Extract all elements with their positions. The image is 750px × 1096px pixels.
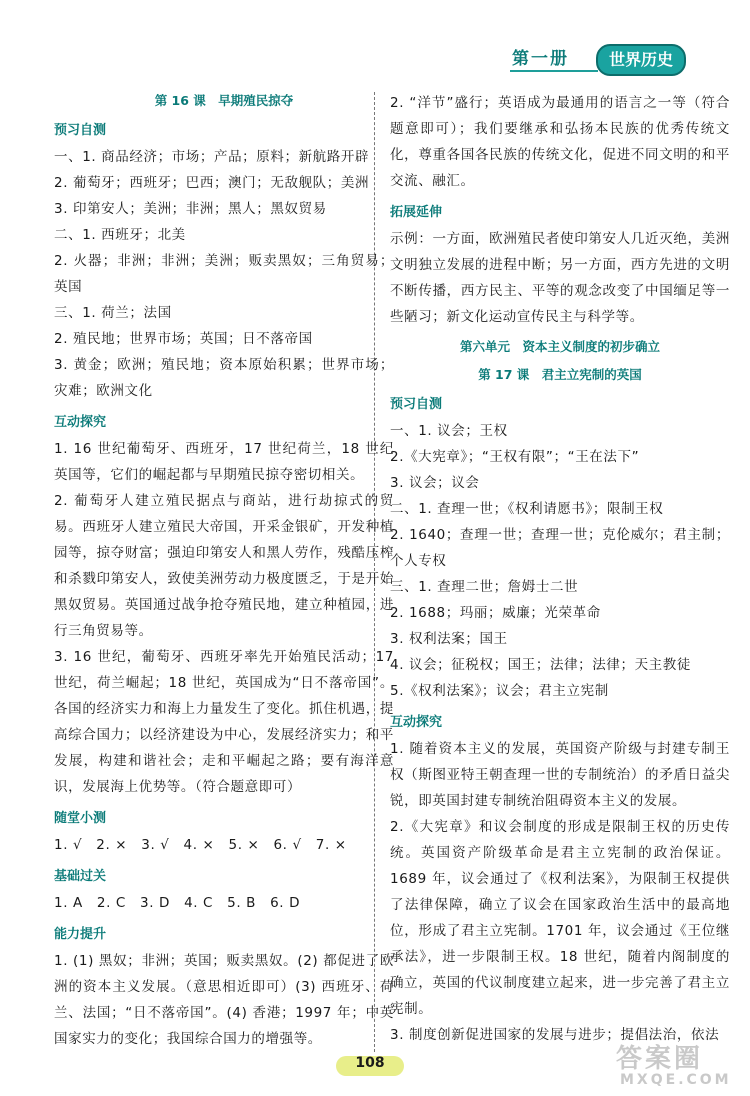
section-basic: 基础过关 [54,869,107,884]
lesson-16-title: 第 16 课 早期殖民掠夺 [154,93,294,108]
answer-paragraph: 2.《大宪章》和议会制度的形成是限制王权的历史传统。英国资产阶级革命是君主立宪制的政治保证。1689 年，议会通过了《权利法案》，为限制王权提供了法律保障，确立了议会在国家政治生活中的最高地位，形成了君主立宪制。1701 年，议会通过《王位继承法》，进一步限制王权。18 世纪，随着内阁制度的确立，英国的代议制度建立起来，进一步完善了君主立宪制。 [390,819,730,1017]
watermark-url: MXQE.COM [620,1072,732,1088]
section-ability: 能力提升 [54,927,107,942]
header-rule [510,70,598,72]
answer-line: 3. 权利法案；国王 [390,631,508,647]
section-explore: 互动探究 [390,715,443,730]
basic-answers: 1. A 2. C 3. D 4. C 5. B 6. D [54,895,301,911]
lesson-17-title: 第 17 课 君主立宪制的英国 [478,367,642,382]
answer-paragraph: 2. “洋节”盛行；英语成为最通用的语言之一等（符合题意即可）；我们要继承和弘扬本民族的优秀传统文化，尊重各国各民族的传统文化，促进不同文明的和平交流、融汇。 [390,95,730,189]
answer-line: 4. 议会；征税权；国王；法律；法律；天主教徒 [390,657,691,673]
answer-line: 二、1. 查理一世；《权利请愿书》；限制王权 [390,501,664,517]
page-number [330,1052,410,1078]
answer-line: 2.《大宪章》；“王权有限”；“王在法下” [390,449,640,465]
answer-line: 5.《权利法案》；议会；君主立宪制 [390,683,609,699]
ability-answers: 1. (1) 黑奴；非洲；英国；贩卖黑奴。(2) 都促进了欧洲的资本主义发展。（意思相近即可）(3) 西班牙、荷兰、法国；“日不落帝国”。(4) 香港；1997 年；中英国家实力的变化；我国综合国力的增强等。 [54,953,394,1047]
answer-line: 一、1. 商品经济；市场；产品；原料；新航路开辟 [54,149,370,165]
section-explore: 互动探究 [54,415,107,430]
answer-line: 2. 葡萄牙；西班牙；巴西；澳门；无敌舰队；美洲 [54,175,370,191]
watermark-text: 答案圈 [616,1044,704,1074]
answer-line: 3. 印第安人；美洲；非洲；黑人；黑奴贸易 [54,201,327,217]
answer-paragraph: 1. 随着资本主义的发展，英国资产阶级与封建专制王权（斯图亚特王朝查理一世的专制统治）的矛盾日益尖锐，即英国封建专制统治阻碍资本主义的发展。 [390,741,730,809]
answer-line: 一、1. 议会；王权 [390,423,508,439]
answer-paragraph: 3. 16 世纪，葡萄牙、西班牙率先开始殖民活动；17 世纪，荷兰崛起；18 世纪，英国成为“日不落帝国”。各国的经济实力和海上力量发生了变化。抓住机遇，提高综合国力；以经济建设为中心，发展经济实力；和平发展，构建和谐社会；走和平崛起之路；要有海洋意识，发展海上优势等。（符合题意即可） [54,649,394,795]
answer-line: 2. 殖民地；世界市场；英国；日不落帝国 [54,331,313,347]
answer-paragraph: 2. 葡萄牙人建立殖民据点与商站，进行劫掠式的贸易。西班牙人建立殖民大帝国，开采金银矿，开发种植园等，掠夺财富；强迫印第安人和黑人劳作，残酷压榨和杀戮印第安人，致使美洲劳动力极度匮乏，于是开始黑奴贸易。英国通过战争抢夺殖民地，建立种植园，进行三角贸易等。 [54,493,394,639]
answer-line: 2. 1688；玛丽；威廉；光荣革命 [390,605,601,621]
quiz-answers: 1. √ 2. × 3. √ 4. × 5. × 6. √ 7. × [54,837,347,853]
section-quiz: 随堂小测 [54,811,107,826]
volume-label: 第一册 [512,49,569,69]
left-column [54,90,394,1052]
answer-line: 二、1. 西班牙；北美 [54,227,186,243]
extend-answer: 示例：一方面，欧洲殖民者使印第安人几近灭绝，美洲文明独立发展的进程中断；另一方面，西方先进的文明不断传播，西方民主、平等的观念改变了中国缅足等一些陋习；新文化运动宣传民主与科学等。 [390,231,730,325]
section-extend: 拓展延伸 [390,205,443,220]
watermark-logo [612,1038,742,1092]
answer-line: 三、1. 查理二世；詹姆士二世 [390,579,579,595]
page-header [0,0,750,90]
answer-paragraph: 3. 制度创新促进国家的发展与进步；提倡法治，依法 [390,1027,720,1043]
answer-line: 3. 黄金；欧洲；殖民地；资本原始积累；世界市场；灾难；欧洲文化 [54,357,394,399]
subject-badge: 世界历史 [596,44,686,76]
section-preview: 预习自测 [390,397,443,412]
answer-line: 三、1. 荷兰；法国 [54,305,172,321]
unit-6-title: 第六单元 资本主义制度的初步确立 [459,339,660,354]
answer-line: 2. 火器；非洲；非洲；美洲；贩卖黑奴；三角贸易；英国 [54,253,394,295]
right-column [390,90,730,1048]
page-number-text: 108 [355,1055,385,1071]
answer-line: 3. 议会；议会 [390,475,480,491]
answer-paragraph: 1. 16 世纪葡萄牙、西班牙，17 世纪荷兰，18 世纪英国等，它们的崛起都与早期殖民掠夺密切相关。 [54,441,394,483]
answer-line: 2. 1640；查理一世；查理一世；克伦威尔；君主制；个人专权 [390,527,730,569]
section-preview: 预习自测 [54,123,107,138]
